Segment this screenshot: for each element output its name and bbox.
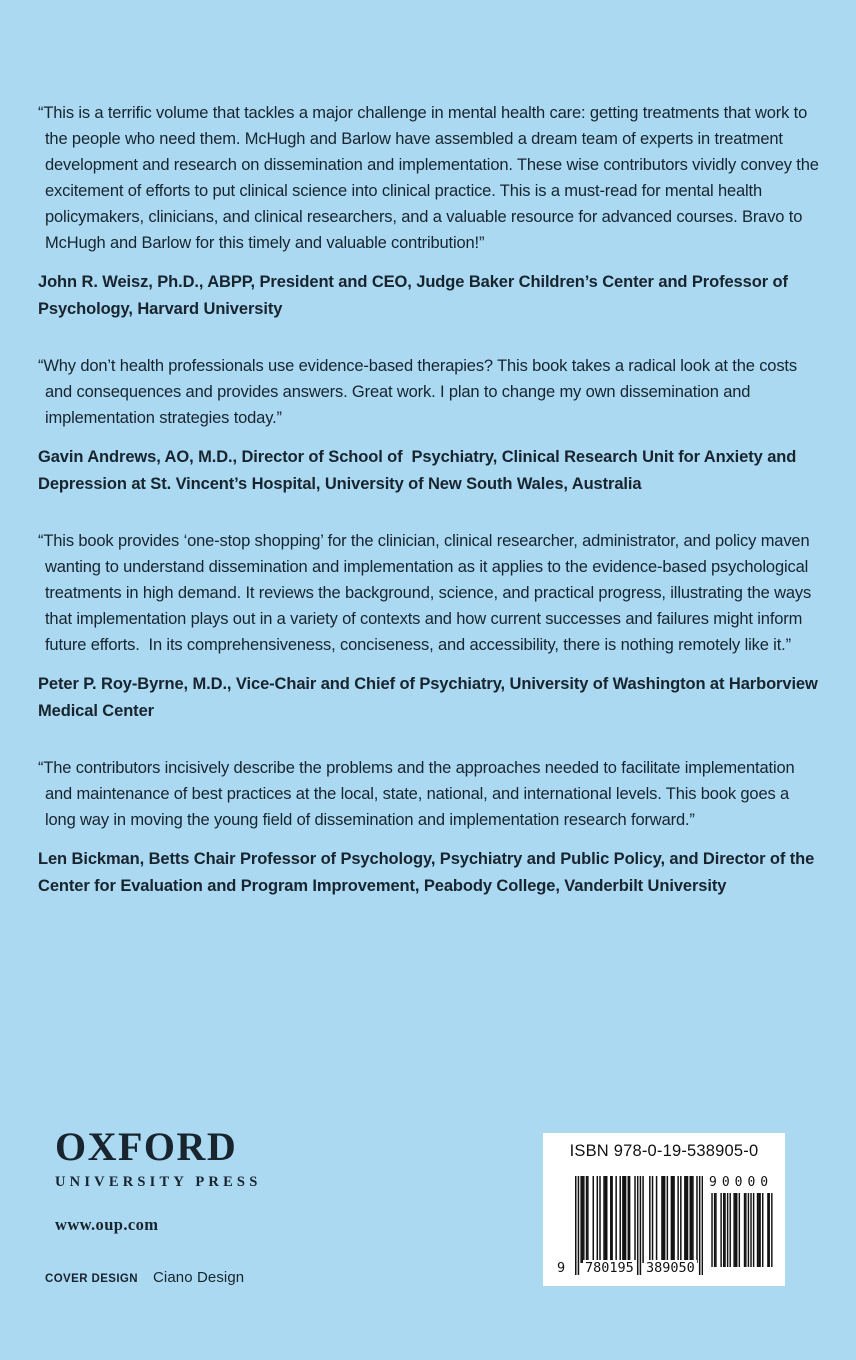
quote-text: “The contributors incisively describe the problems and the approaches needed to facilitate implementation and maintenance of best practices at the local, state, national, and international levels. This book goes a long way in moving the young field of dissemination and implementation research forward.” (38, 759, 799, 829)
cover-design-label: COVER DESIGN (45, 1273, 138, 1285)
quote-attribution: Gavin Andrews, AO, M.D., Director of School of Psychiatry, Clinical Research Unit for Anxiety and Depression at St. Vincent’s Hospital, University of New South Wales, Australia (38, 448, 801, 493)
barcode-digits-left: 780195 (585, 1260, 634, 1276)
quote-attribution: Len Bickman, Betts Chair Professor of Psychology, Psychiatry and Public Policy, and Director of the Center for Evaluation and Program Improvement, Peabody College, Vanderbilt University (38, 850, 819, 895)
quote-attribution: John R. Weisz, Ph.D., ABPP, President and CEO, Judge Baker Children’s Center and Professor of Psychology, Harvard University (38, 273, 793, 318)
ean5-supplement-barcode (710, 1193, 773, 1272)
quote-text: “This book provides ‘one-stop shopping’ for the clinician, clinical researcher, administrator, and policy maven wanting to understand dissemination and implementation as it applies to the evidence-based psychological treatments in high demand. It reviews the background, science, and practical progress, illustrating the ways that implementation plays out in a variety of contexts and how current successes and failures might inform future efforts. In its comprehensiveness, conciseness, and accessibility, there is nothing remotely like it.” (38, 532, 816, 654)
endorsement-quotes (38, 100, 822, 930)
quote-text: “Why don’t health professionals use evidence-based therapies? This book takes a radical look at the costs and consequences and provides answers. Great work. I plan to change my own dissemination and implementation strategies today.” (38, 357, 802, 427)
barcode-digit-first: 9 (557, 1260, 566, 1276)
publisher-logo (55, 1124, 262, 1235)
cover-design-credit (45, 1269, 244, 1286)
publisher-website: www.oup.com (55, 1215, 159, 1234)
quote-block (38, 528, 822, 725)
barcode-panel (543, 1133, 785, 1286)
barcode-supplement-digits: 90000 (709, 1175, 774, 1190)
quote-block (38, 755, 822, 900)
cover-design-value: Ciano Design (152, 1269, 245, 1286)
oxford-wordmark: OXFORD (55, 1124, 238, 1169)
quote-block (38, 353, 822, 498)
quote-text: “This is a terrific volume that tackles a major challenge in mental health care: getting treatments that work to the people who need them. McHugh and Barlow have assembled a dream team of experts in treatment development and research on dissemination and implementation. These wise contributors vividly convey the excitement of efforts to put clinical science into clinical practice. This is a must-read for mental health policymakers, clinicians, and clinical researchers, and a valuable resource for advanced courses. Bravo to McHugh and Barlow for this timely and valuable contribution!” (38, 104, 824, 252)
quote-attribution: Peter P. Roy-Byrne, M.D., Vice-Chair and Chief of Psychiatry, University of Washington at Harborview Medical Center (38, 675, 823, 720)
barcode-digits-right: 389050 (646, 1260, 695, 1276)
isbn-label: ISBN 978-0-19-538905-0 (569, 1142, 759, 1160)
university-press-label: UNIVERSITY PRESS (55, 1174, 262, 1190)
quote-block (38, 100, 822, 323)
